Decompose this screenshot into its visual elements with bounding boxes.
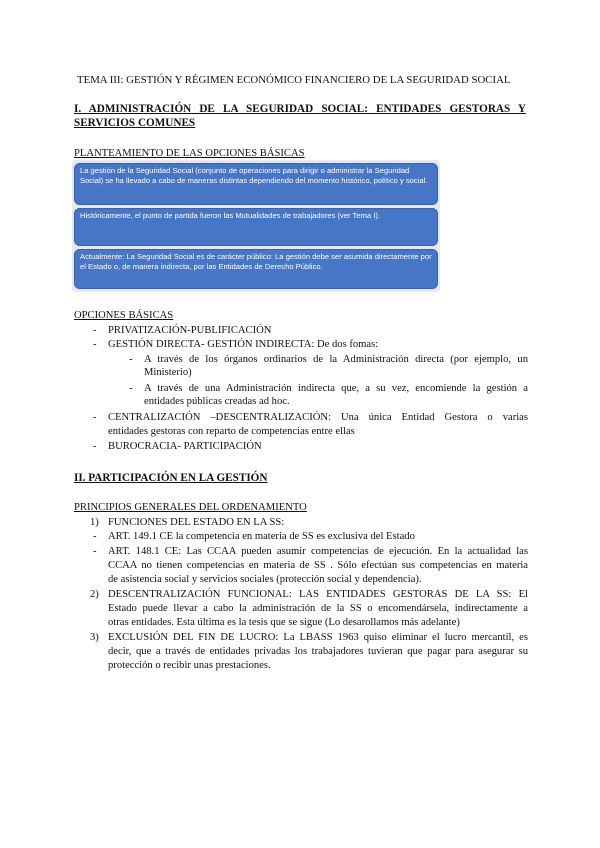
option-sub1-line2: Ministerio) (144, 367, 192, 378)
principle-1-art148-line2 (108, 559, 528, 572)
bullet-dash: - (93, 339, 97, 350)
option-centralizacion-line2: entidades gestoras con reparto de competencias entre ellas (108, 426, 355, 437)
bullet-dash: - (93, 546, 97, 557)
principle-3-text1: EXCLUSIÓN DEL FIN DE LUCRO: La LBASS 1963 quiso eliminar el lucro mercantil, es (108, 632, 528, 643)
section1-subheading: PLANTEAMIENTO DE LAS OPCIONES BÁSICAS (74, 148, 305, 159)
option-sub1-line1 (144, 353, 528, 366)
principle-1-art148-line1 (108, 545, 528, 558)
option-sub2-line2: entidades públicas creadas ad hoc. (144, 396, 290, 407)
principle-2-text2: Estado puede llevar a cabo la administración de la SS o encomendársela, indirectamente a (108, 603, 528, 614)
section1-heading-line2: SERVICIOS COMUNES (74, 117, 196, 129)
bullet-dash: - (93, 531, 97, 542)
option-centralizacion-text: CENTRALIZACIÓN –DESCENTRALIZACIÓN: Una única Entidad Gestora o varias (108, 412, 528, 423)
section2-subheading: PRINCIPIOS GENERALES DEL ORDENAMIENTO (74, 502, 307, 513)
principle-2-line2 (108, 602, 528, 615)
list-number-3: 3) (90, 632, 99, 643)
principle-3-line2 (108, 645, 528, 658)
principle-2-line1 (108, 588, 528, 601)
principle-1-art149: ART. 149.1 CE la competencia en materia de SS es exclusiva del Estado (108, 531, 415, 542)
option-sub2-line1-text: A través de una Administración indirecta que, a su vez, encomiende la gestión a (144, 383, 528, 394)
smartart-box-2: Históricamente, el punto de partida fueron las Mutualidades de trabajadores (ver Tema I). (74, 208, 438, 246)
principle-1: FUNCIONES DEL ESTADO EN LA SS: (108, 517, 285, 528)
option-sub2-line1 (144, 382, 528, 395)
sub-bullet-dash: - (129, 383, 133, 394)
document-title: TEMA III: GESTIÓN Y RÉGIMEN ECONÓMICO FINANCIERO DE LA SEGURIDAD SOCIAL (77, 74, 511, 86)
option-gestion-directa: GESTIÓN DIRECTA- GESTIÓN INDIRECTA: De dos fomas: (108, 339, 379, 350)
principle-3-line1 (108, 631, 528, 644)
option-privatizacion: PRIVATIZACIÓN-PUBLIFICACIÓN (108, 325, 272, 336)
smartart-box-1: La gestión de la Seguridad Social (conjunto de operaciones para dirigir o administrar la Seguridad Social) se ha llevado a cabo de maneras distintas dependiendo del momento histórico, político y social. (74, 163, 438, 205)
section1-heading-line1 (74, 103, 526, 116)
principle-2-text1: DESCENTRALIZACIÓN FUNCIONAL: LAS ENTIDADES GESTORAS DE LA SS: El (108, 589, 528, 600)
sub-bullet-dash: - (129, 354, 133, 365)
principle-1-art148-text1: ART. 148.1 CE: Las CCAA pueden asumir competencias de ejecución. En la actualidad las (108, 546, 528, 557)
option-burocracia: BUROCRACIA- PARTICIPACIÓN (108, 441, 262, 452)
bullet-dash: - (93, 325, 97, 336)
principle-1-art148-line3: de asistencia social y servicios sociales (protección social y dependencia). (108, 574, 422, 585)
options-heading: OPCIONES BÁSICAS (74, 310, 174, 321)
option-sub1-line1-text: A través de los órganos ordinarios de la Administración directa (por ejemplo, un (144, 354, 528, 365)
principle-1-art148-text2: CCAA no tienen competencias en materia de SS . Sólo efectúan sus competencias en materia (108, 560, 528, 571)
bullet-dash: - (93, 441, 97, 452)
list-number-1: 1) (90, 517, 99, 528)
principle-3-text2: decir, que a través de entidades privadas los trabajadores tuvieran que pagar para asegurar su (108, 646, 528, 657)
principle-3-line3: protección o recibir unas prestaciones. (108, 660, 271, 671)
option-centralizacion-line1 (108, 411, 528, 424)
smartart-diagram (72, 160, 440, 292)
principle-2-line3: otras entidades. Esta última es la tesis que se sigue (Lo desarollamos más adelante) (108, 617, 460, 628)
section2-heading: II. PARTICIPACIÓN EN LA GESTIÓN (74, 472, 268, 484)
bullet-dash: - (93, 412, 97, 423)
smartart-box-3: Actualmente: La Seguridad Social es de carácter público: La gestión debe ser asumida directamente por el Estado o, de manera indirecta, por las Entidades de Derecho Público. (74, 249, 438, 289)
section1-heading-text1: I. ADMINISTRACIÓN DE LA SEGURIDAD SOCIAL: ENTIDADES GESTORAS Y (74, 103, 526, 115)
list-number-2: 2) (90, 589, 99, 600)
